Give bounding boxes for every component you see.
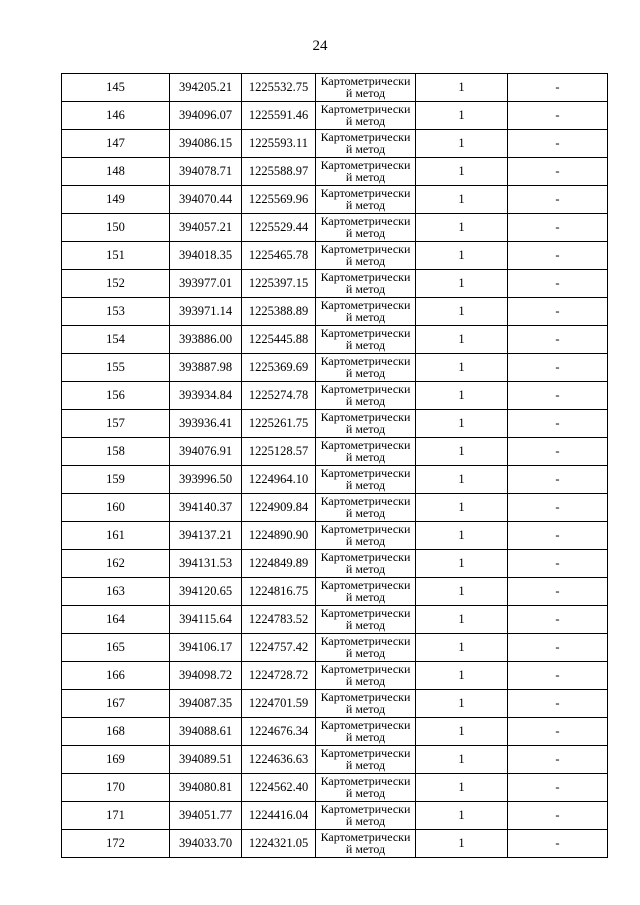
description-cell: - [508,298,608,326]
table-row [62,830,608,858]
x-coordinate-cell: 394098.72 [170,662,242,690]
method-cell: Картометрически й метод [316,774,416,802]
x-coordinate-cell: 393936.41 [170,410,242,438]
x-coordinate-cell: 394140.37 [170,494,242,522]
description-cell: - [508,270,608,298]
x-coordinate-cell: 394080.81 [170,774,242,802]
method-cell: Картометрически й метод [316,606,416,634]
point-number-cell: 150 [62,214,170,242]
point-number-cell: 151 [62,242,170,270]
x-coordinate-cell: 394087.35 [170,690,242,718]
method-cell: Картометрически й метод [316,242,416,270]
accuracy-cell: 1 [416,102,508,130]
point-number-cell: 160 [62,494,170,522]
point-number-cell: 167 [62,690,170,718]
description-cell: - [508,102,608,130]
table-row [62,718,608,746]
point-number-cell: 172 [62,830,170,858]
y-coordinate-cell: 1225388.89 [242,298,316,326]
accuracy-cell: 1 [416,802,508,830]
accuracy-cell: 1 [416,774,508,802]
y-coordinate-cell: 1224890.90 [242,522,316,550]
point-number-cell: 152 [62,270,170,298]
y-coordinate-cell: 1225588.97 [242,158,316,186]
accuracy-cell: 1 [416,522,508,550]
method-cell: Картометрически й метод [316,298,416,326]
method-cell: Картометрически й метод [316,802,416,830]
point-number-cell: 170 [62,774,170,802]
table-row [62,410,608,438]
method-cell: Картометрически й метод [316,718,416,746]
y-coordinate-cell: 1224321.05 [242,830,316,858]
table-row [62,662,608,690]
x-coordinate-cell: 394078.71 [170,158,242,186]
point-number-cell: 147 [62,130,170,158]
description-cell: - [508,522,608,550]
accuracy-cell: 1 [416,466,508,494]
y-coordinate-cell: 1225591.46 [242,102,316,130]
table-row [62,746,608,774]
accuracy-cell: 1 [416,326,508,354]
x-coordinate-cell: 393977.01 [170,270,242,298]
description-cell: - [508,382,608,410]
accuracy-cell: 1 [416,298,508,326]
table-row [62,690,608,718]
x-coordinate-cell: 394115.64 [170,606,242,634]
method-cell: Картометрически й метод [316,466,416,494]
point-number-cell: 161 [62,522,170,550]
point-number-cell: 166 [62,662,170,690]
description-cell: - [508,186,608,214]
accuracy-cell: 1 [416,130,508,158]
description-cell: - [508,354,608,382]
method-cell: Картометрически й метод [316,410,416,438]
x-coordinate-cell: 394018.35 [170,242,242,270]
x-coordinate-cell: 394089.51 [170,746,242,774]
method-cell: Картометрически й метод [316,130,416,158]
y-coordinate-cell: 1224757.42 [242,634,316,662]
table-row [62,522,608,550]
point-number-cell: 155 [62,354,170,382]
point-number-cell: 164 [62,606,170,634]
method-cell: Картометрически й метод [316,102,416,130]
accuracy-cell: 1 [416,270,508,298]
method-cell: Картометрически й метод [316,690,416,718]
method-cell: Картометрически й метод [316,354,416,382]
table-row [62,606,608,634]
description-cell: - [508,830,608,858]
y-coordinate-cell: 1224964.10 [242,466,316,494]
description-cell: - [508,326,608,354]
table-row [62,438,608,466]
x-coordinate-cell: 394070.44 [170,186,242,214]
accuracy-cell: 1 [416,634,508,662]
method-cell: Картометрически й метод [316,74,416,102]
method-cell: Картометрически й метод [316,214,416,242]
method-cell: Картометрически й метод [316,746,416,774]
accuracy-cell: 1 [416,74,508,102]
table-row [62,158,608,186]
x-coordinate-cell: 393996.50 [170,466,242,494]
table-row [62,578,608,606]
y-coordinate-cell: 1225274.78 [242,382,316,410]
y-coordinate-cell: 1224783.52 [242,606,316,634]
description-cell: - [508,466,608,494]
y-coordinate-cell: 1224701.59 [242,690,316,718]
accuracy-cell: 1 [416,578,508,606]
method-cell: Картометрически й метод [316,550,416,578]
point-number-cell: 158 [62,438,170,466]
description-cell: - [508,550,608,578]
description-cell: - [508,438,608,466]
accuracy-cell: 1 [416,662,508,690]
method-cell: Картометрически й метод [316,494,416,522]
method-cell: Картометрически й метод [316,158,416,186]
description-cell: - [508,718,608,746]
table-row [62,802,608,830]
point-number-cell: 163 [62,578,170,606]
description-cell: - [508,606,608,634]
y-coordinate-cell: 1224676.34 [242,718,316,746]
x-coordinate-cell: 393971.14 [170,298,242,326]
y-coordinate-cell: 1225465.78 [242,242,316,270]
point-number-cell: 153 [62,298,170,326]
table-row [62,242,608,270]
table-row [62,74,608,102]
point-number-cell: 165 [62,634,170,662]
description-cell: - [508,494,608,522]
x-coordinate-cell: 393887.98 [170,354,242,382]
point-number-cell: 149 [62,186,170,214]
x-coordinate-cell: 394051.77 [170,802,242,830]
accuracy-cell: 1 [416,438,508,466]
description-cell: - [508,662,608,690]
y-coordinate-cell: 1225128.57 [242,438,316,466]
table-row [62,550,608,578]
table-row [62,298,608,326]
table-row [62,494,608,522]
accuracy-cell: 1 [416,242,508,270]
y-coordinate-cell: 1225569.96 [242,186,316,214]
accuracy-cell: 1 [416,550,508,578]
point-number-cell: 168 [62,718,170,746]
x-coordinate-cell: 394086.15 [170,130,242,158]
accuracy-cell: 1 [416,186,508,214]
description-cell: - [508,578,608,606]
point-number-cell: 157 [62,410,170,438]
method-cell: Картометрически й метод [316,634,416,662]
accuracy-cell: 1 [416,746,508,774]
description-cell: - [508,410,608,438]
accuracy-cell: 1 [416,718,508,746]
x-coordinate-cell: 394120.65 [170,578,242,606]
x-coordinate-cell: 394088.61 [170,718,242,746]
description-cell: - [508,158,608,186]
description-cell: - [508,690,608,718]
y-coordinate-cell: 1225261.75 [242,410,316,438]
table-row [62,774,608,802]
accuracy-cell: 1 [416,410,508,438]
point-number-cell: 146 [62,102,170,130]
description-cell: - [508,634,608,662]
table-row [62,466,608,494]
description-cell: - [508,802,608,830]
table-row [62,382,608,410]
x-coordinate-cell: 394096.07 [170,102,242,130]
table-row [62,102,608,130]
method-cell: Картометрически й метод [316,186,416,214]
accuracy-cell: 1 [416,606,508,634]
y-coordinate-cell: 1224909.84 [242,494,316,522]
page-number: 24 [312,38,328,54]
accuracy-cell: 1 [416,158,508,186]
accuracy-cell: 1 [416,830,508,858]
point-number-cell: 148 [62,158,170,186]
accuracy-cell: 1 [416,494,508,522]
x-coordinate-cell: 394131.53 [170,550,242,578]
y-coordinate-cell: 1224636.63 [242,746,316,774]
coordinates-table-body [62,74,608,858]
accuracy-cell: 1 [416,382,508,410]
table-row [62,130,608,158]
description-cell: - [508,214,608,242]
point-number-cell: 159 [62,466,170,494]
table-row [62,214,608,242]
accuracy-cell: 1 [416,690,508,718]
coordinates-table [61,73,608,858]
method-cell: Картометрически й метод [316,662,416,690]
point-number-cell: 156 [62,382,170,410]
description-cell: - [508,242,608,270]
y-coordinate-cell: 1224562.40 [242,774,316,802]
y-coordinate-cell: 1225532.75 [242,74,316,102]
method-cell: Картометрически й метод [316,326,416,354]
table-row [62,186,608,214]
x-coordinate-cell: 394076.91 [170,438,242,466]
method-cell: Картометрически й метод [316,438,416,466]
x-coordinate-cell: 393886.00 [170,326,242,354]
method-cell: Картометрически й метод [316,578,416,606]
x-coordinate-cell: 393934.84 [170,382,242,410]
y-coordinate-cell: 1225593.11 [242,130,316,158]
description-cell: - [508,130,608,158]
method-cell: Картометрически й метод [316,270,416,298]
y-coordinate-cell: 1224728.72 [242,662,316,690]
method-cell: Картометрически й метод [316,830,416,858]
description-cell: - [508,746,608,774]
accuracy-cell: 1 [416,214,508,242]
x-coordinate-cell: 394137.21 [170,522,242,550]
x-coordinate-cell: 394033.70 [170,830,242,858]
method-cell: Картометрически й метод [316,522,416,550]
y-coordinate-cell: 1224816.75 [242,578,316,606]
table-row [62,270,608,298]
y-coordinate-cell: 1224416.04 [242,802,316,830]
x-coordinate-cell: 394106.17 [170,634,242,662]
accuracy-cell: 1 [416,354,508,382]
y-coordinate-cell: 1225529.44 [242,214,316,242]
description-cell: - [508,74,608,102]
x-coordinate-cell: 394057.21 [170,214,242,242]
table-row [62,354,608,382]
point-number-cell: 169 [62,746,170,774]
point-number-cell: 154 [62,326,170,354]
point-number-cell: 162 [62,550,170,578]
y-coordinate-cell: 1225369.69 [242,354,316,382]
description-cell: - [508,774,608,802]
y-coordinate-cell: 1224849.89 [242,550,316,578]
y-coordinate-cell: 1225445.88 [242,326,316,354]
point-number-cell: 145 [62,74,170,102]
table-row [62,634,608,662]
point-number-cell: 171 [62,802,170,830]
table-row [62,326,608,354]
x-coordinate-cell: 394205.21 [170,74,242,102]
y-coordinate-cell: 1225397.15 [242,270,316,298]
method-cell: Картометрически й метод [316,382,416,410]
